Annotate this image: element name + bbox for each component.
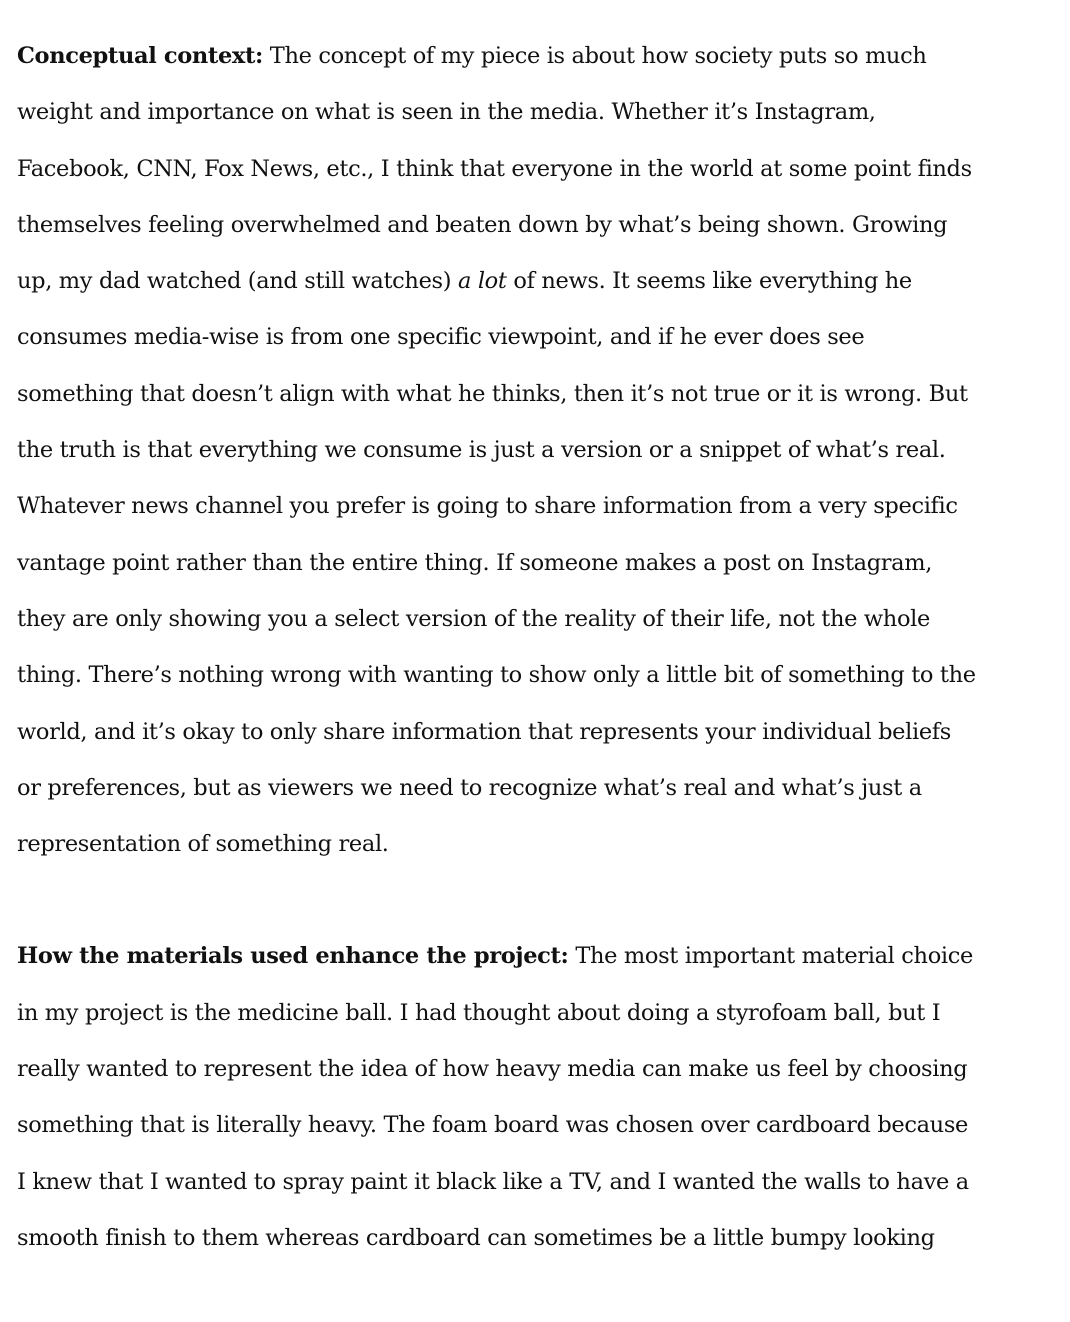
heading-materials: How the materials used enhance the project: bbox=[17, 943, 569, 970]
paragraph-text-materials: The most important material choice in my project is the medicine ball. I had thought about doing a styrofoam ball, but I really wanted to represent the idea of how heavy media can make us feel by choosing something that is literally heavy. The foam board was chosen over cardboard because I knew that I wanted to spray paint it black like a TV, and I wanted the walls to have a smooth finish to them whereas cardboard can sometimes be a little bumpy looking bbox=[17, 943, 973, 1251]
paragraph-text-part-2: of news. It seems like everything he consumes media-wise is from one specific viewpoint, and if he ever does see something that doesn’t align with what he thinks, then it’s not true or it is wrong. But the truth is that everything we consume is just a version or a snippet of what’s real. Whatever news channel you prefer is going to share information from a very specific vantage point rather than the entire thing. If someone makes a post on Instagram, they are only showing you a select version of the reality of their life, not the whole thing. There’s nothing wrong with wanting to show only a little bit of something to the world, and it’s okay to only share information that represents your individual beliefs or preferences, but as viewers we need to recognize what’s real and what’s just a representation of something real. bbox=[17, 268, 976, 858]
article-body bbox=[17, 28, 977, 1322]
paragraph-materials bbox=[17, 928, 977, 1266]
paragraph-conceptual-context bbox=[17, 28, 977, 872]
heading-conceptual-context: Conceptual context: bbox=[17, 43, 263, 69]
paragraph-text-part-1: The concept of my piece is about how society puts so much weight and importance on what is seen in the media. Whether it’s Instagram, Facebook, CNN, Fox News, etc., I think that everyone in the world at some point finds themselves feeling overwhelmed and beaten down by what’s being shown. Growing up, my dad watched (and still watches) bbox=[17, 43, 972, 295]
emphasis-a-lot: a lot bbox=[457, 268, 507, 295]
